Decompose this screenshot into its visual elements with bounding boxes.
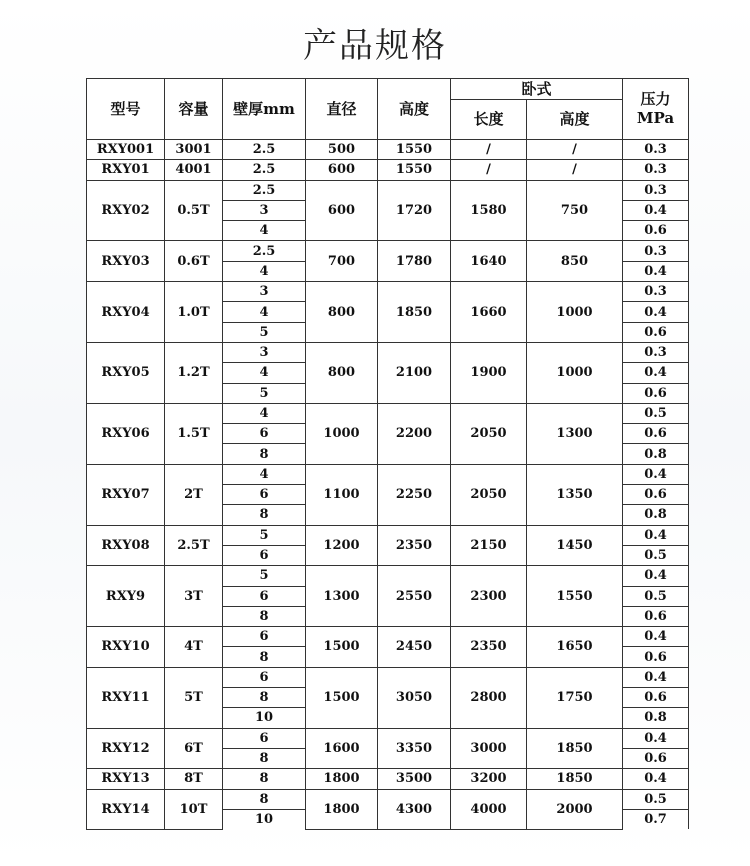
cell-wall: 4 [223,464,306,484]
cell-model: RXY08 [87,525,165,566]
cell-wall: 5 [223,322,306,342]
cell-pressure: 0.5 [623,545,689,565]
header-pressure-line1: 压力 [640,90,671,108]
cell-capacity: 4001 [165,160,223,180]
cell-pressure: 0.5 [623,586,689,606]
cell-pressure: 0.6 [623,688,689,708]
cell-h-length: 4000 [451,789,527,829]
cell-model: RXY9 [87,566,165,627]
cell-pressure: 0.4 [623,566,689,586]
cell-h-length: 3000 [451,728,527,769]
cell-model: RXY07 [87,464,165,525]
cell-pressure: 0.6 [623,424,689,444]
cell-wall: 6 [223,424,306,444]
cell-wall: 3 [223,282,306,302]
cell-pressure: 0.6 [623,647,689,667]
cell-wall: 8 [223,688,306,708]
header-height: 高度 [378,79,451,140]
cell-wall: 3 [223,342,306,362]
cell-h-length: 1580 [451,180,527,241]
cell-model: RXY01 [87,160,165,180]
cell-pressure: 0.6 [623,606,689,626]
cell-model: RXY04 [87,282,165,343]
cell-capacity: 10T [165,789,223,829]
cell-diameter: 700 [306,241,378,282]
cell-height: 2100 [378,342,451,403]
cell-h-height: 1750 [527,667,623,728]
cell-diameter: 800 [306,282,378,343]
cell-h-length: / [451,160,527,180]
cell-wall: 8 [223,647,306,667]
cell-pressure: 0.4 [623,261,689,281]
cell-pressure: 0.4 [623,627,689,647]
table-row [87,160,689,180]
table-row [87,464,689,484]
cell-wall: 6 [223,545,306,565]
cell-model: RXY11 [87,667,165,728]
header-model: 型号 [87,79,165,140]
table-row [87,728,689,748]
cell-wall: 8 [223,789,306,809]
cell-height: 1550 [378,140,451,160]
cell-wall: 4 [223,363,306,383]
table-row [87,789,689,809]
spec-table [86,78,689,830]
cell-h-height: 1000 [527,282,623,343]
cell-h-length: 3200 [451,769,527,789]
table-body [87,140,689,830]
cell-height: 3350 [378,728,451,769]
cell-wall: 3 [223,200,306,220]
table-row [87,180,689,200]
cell-wall: 4 [223,261,306,281]
header-capacity: 容量 [165,79,223,140]
cell-pressure: 0.3 [623,241,689,261]
header-h-height: 高度 [527,100,623,140]
page-title: 产品规格 [303,26,447,66]
cell-height: 2200 [378,403,451,464]
cell-height: 2450 [378,627,451,668]
cell-pressure: 0.4 [623,464,689,484]
cell-wall: 8 [223,769,306,789]
cell-h-height: / [527,160,623,180]
cell-wall: 8 [223,444,306,464]
cell-pressure: 0.4 [623,769,689,789]
cell-h-length: 1900 [451,342,527,403]
cell-wall: 8 [223,748,306,768]
cell-capacity: 0.6T [165,241,223,282]
cell-wall: 5 [223,566,306,586]
header-pressure [623,79,689,140]
cell-h-length: 2350 [451,627,527,668]
cell-pressure: 0.3 [623,160,689,180]
cell-pressure: 0.6 [623,221,689,241]
cell-wall: 6 [223,667,306,687]
cell-h-height: 1850 [527,769,623,789]
cell-height: 1850 [378,282,451,343]
cell-h-height: 1650 [527,627,623,668]
table-row [87,667,689,687]
cell-capacity: 2T [165,464,223,525]
cell-pressure: 0.6 [623,748,689,768]
cell-capacity: 1.5T [165,403,223,464]
cell-height: 1720 [378,180,451,241]
cell-wall: 8 [223,505,306,525]
cell-h-height: 850 [527,241,623,282]
cell-h-height: 1850 [527,728,623,769]
cell-pressure: 0.6 [623,383,689,403]
cell-pressure: 0.4 [623,302,689,322]
cell-wall: 4 [223,403,306,423]
cell-wall: 2.5 [223,140,306,160]
table-row [87,241,689,261]
cell-pressure: 0.8 [623,444,689,464]
cell-capacity: 2.5T [165,525,223,566]
cell-diameter: 1300 [306,566,378,627]
cell-pressure: 0.3 [623,282,689,302]
cell-wall: 4 [223,302,306,322]
cell-wall: 8 [223,606,306,626]
cell-h-length: 1640 [451,241,527,282]
cell-h-length: 2050 [451,464,527,525]
cell-wall: 6 [223,728,306,748]
cell-height: 1780 [378,241,451,282]
cell-pressure: 0.3 [623,180,689,200]
table-row [87,342,689,362]
cell-diameter: 1500 [306,627,378,668]
cell-h-height: 1350 [527,464,623,525]
cell-model: RXY06 [87,403,165,464]
cell-h-height: / [527,140,623,160]
cell-pressure: 0.6 [623,485,689,505]
cell-wall: 10 [223,809,306,829]
cell-h-length: / [451,140,527,160]
cell-capacity: 6T [165,728,223,769]
cell-h-height: 1550 [527,566,623,627]
cell-model: RXY12 [87,728,165,769]
cell-pressure: 0.3 [623,140,689,160]
cell-model: RXY05 [87,342,165,403]
cell-h-height: 1300 [527,403,623,464]
cell-pressure: 0.5 [623,789,689,809]
table-row [87,525,689,545]
cell-height: 2350 [378,525,451,566]
cell-h-height: 1450 [527,525,623,566]
cell-wall: 6 [223,586,306,606]
cell-model: RXY10 [87,627,165,668]
cell-wall: 4 [223,221,306,241]
cell-pressure: 0.7 [623,809,689,829]
cell-wall: 5 [223,383,306,403]
cell-h-length: 1660 [451,282,527,343]
cell-height: 3050 [378,667,451,728]
cell-diameter: 1100 [306,464,378,525]
cell-capacity: 8T [165,769,223,789]
cell-diameter: 800 [306,342,378,403]
cell-h-length: 2150 [451,525,527,566]
cell-wall: 10 [223,708,306,728]
cell-height: 2250 [378,464,451,525]
cell-h-height: 2000 [527,789,623,829]
cell-diameter: 1800 [306,769,378,789]
cell-wall: 5 [223,525,306,545]
cell-wall: 6 [223,627,306,647]
cell-h-height: 750 [527,180,623,241]
cell-h-length: 2050 [451,403,527,464]
cell-diameter: 1000 [306,403,378,464]
cell-wall: 2.5 [223,160,306,180]
header-h-length: 长度 [451,100,527,140]
cell-capacity: 3001 [165,140,223,160]
header-wall: 壁厚mm [223,79,306,140]
cell-model: RXY03 [87,241,165,282]
table-row [87,566,689,586]
cell-height: 2550 [378,566,451,627]
cell-diameter: 500 [306,140,378,160]
cell-pressure: 0.4 [623,200,689,220]
cell-wall: 2.5 [223,180,306,200]
cell-diameter: 1800 [306,789,378,829]
cell-diameter: 1600 [306,728,378,769]
table-row [87,627,689,647]
cell-model: RXY14 [87,789,165,829]
cell-capacity: 3T [165,566,223,627]
cell-pressure: 0.4 [623,667,689,687]
cell-capacity: 1.0T [165,282,223,343]
cell-pressure: 0.8 [623,505,689,525]
header-horizontal: 卧式 [451,79,623,100]
cell-h-length: 2300 [451,566,527,627]
cell-pressure: 0.4 [623,363,689,383]
cell-diameter: 1500 [306,667,378,728]
header-pressure-line2: MPa [636,109,675,127]
cell-model: RXY13 [87,769,165,789]
cell-pressure: 0.5 [623,403,689,423]
cell-model: RXY001 [87,140,165,160]
table-row [87,769,689,789]
cell-wall: 6 [223,485,306,505]
cell-pressure: 0.3 [623,342,689,362]
cell-h-length: 2800 [451,667,527,728]
cell-pressure: 0.4 [623,525,689,545]
table-row [87,140,689,160]
cell-height: 1550 [378,160,451,180]
cell-diameter: 600 [306,180,378,241]
cell-diameter: 1200 [306,525,378,566]
cell-wall: 2.5 [223,241,306,261]
cell-pressure: 0.6 [623,322,689,342]
cell-capacity: 5T [165,667,223,728]
cell-diameter: 600 [306,160,378,180]
cell-height: 3500 [378,769,451,789]
cell-capacity: 4T [165,627,223,668]
cell-height: 4300 [378,789,451,829]
cell-capacity: 1.2T [165,342,223,403]
cell-pressure: 0.8 [623,708,689,728]
cell-pressure: 0.4 [623,728,689,748]
cell-model: RXY02 [87,180,165,241]
table-row [87,403,689,423]
cell-h-height: 1000 [527,342,623,403]
table-row [87,282,689,302]
cell-capacity: 0.5T [165,180,223,241]
header-diameter: 直径 [306,79,378,140]
